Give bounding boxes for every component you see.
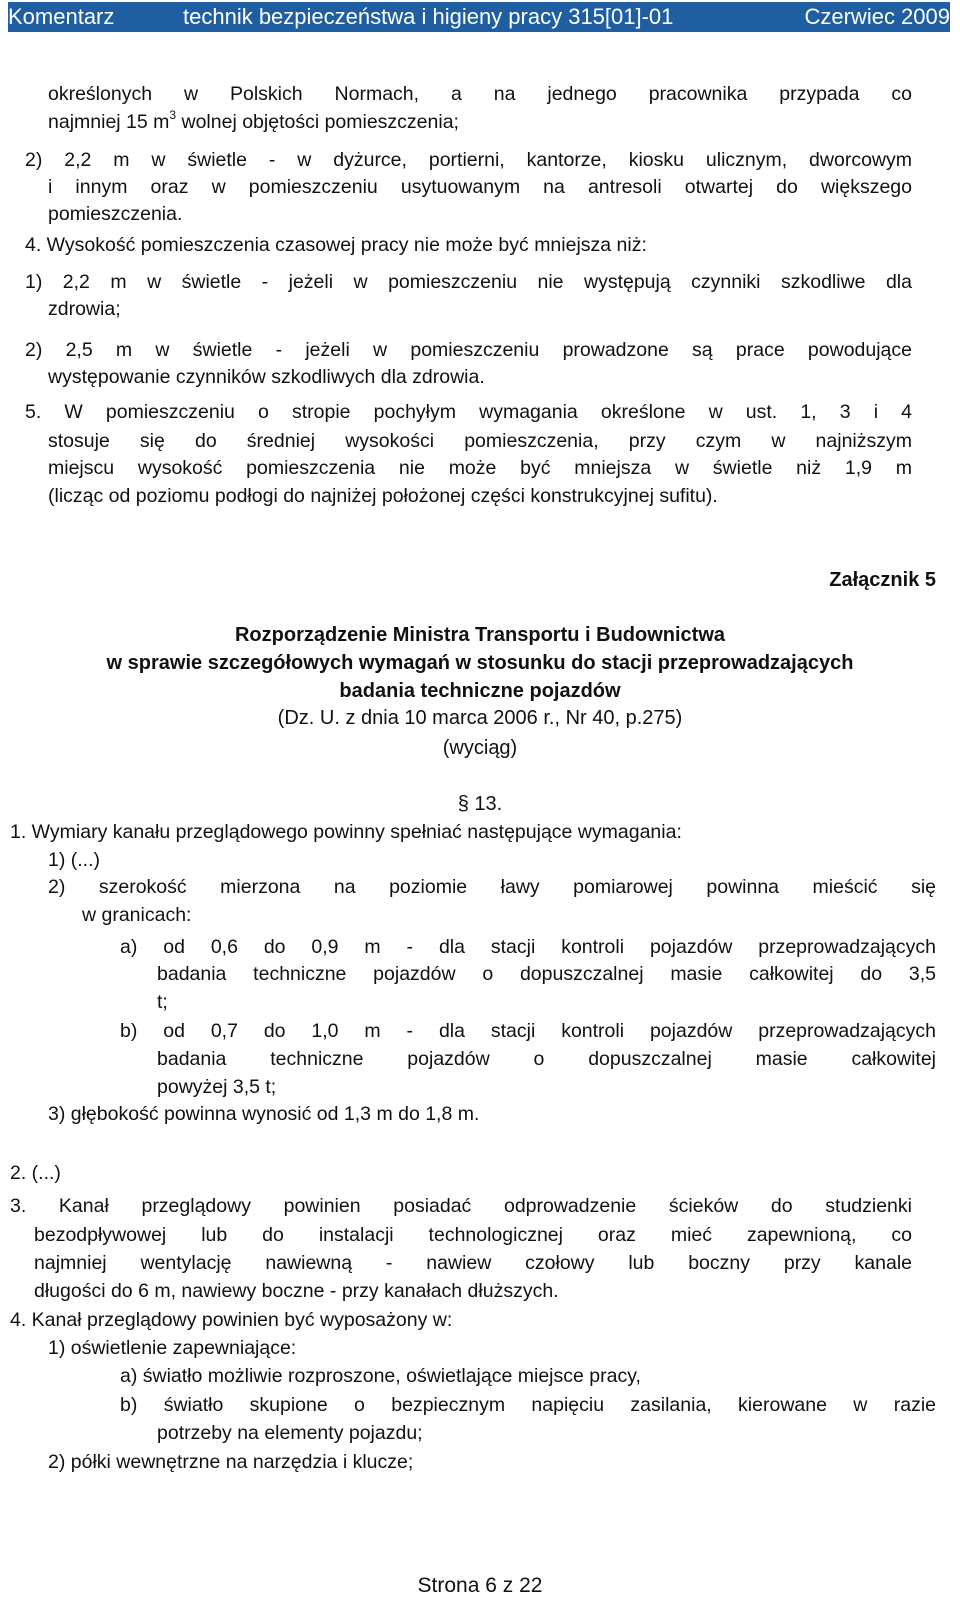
- item-1-2-line-1: 2) szerokość mierzona na poziomie ławy pomiarowej powinna mieścić się: [48, 876, 936, 898]
- top-line-2b: wolnej objętości pomieszczenia;: [176, 111, 459, 133]
- section-number: § 13.: [457, 793, 503, 815]
- item-4-1: 1) oświetlenie zapewniające:: [48, 1337, 297, 1359]
- item-1-1: 1) (...): [48, 849, 100, 871]
- top-line-2: [48, 107, 459, 134]
- item-4-1b-line-1: b) światło skupione o bezpiecznym napięciu zasilania, kierowane w razie: [120, 1394, 936, 1416]
- para-4: 4. Wysokość pomieszczenia czasowej pracy nie może być mniejsza niż:: [25, 234, 647, 256]
- item-1-2a-line-1: a) od 0,6 do 0,9 m - dla stacji kontroli pojazdów przeprowadzających: [120, 936, 936, 958]
- para-5-line-4: (licząc od poziomu podłogi do najniżej położonej części konstrukcyjnej sufitu).: [48, 485, 718, 507]
- item-1-2b-line-3: powyżej 3,5 t;: [157, 1076, 277, 1098]
- header-date-text: Czerwiec 2009: [804, 4, 950, 29]
- annex-citation: (Dz. U. z dnia 10 marca 2006 r., Nr 40, p.275): [277, 707, 683, 729]
- annex-title-line-2: w sprawie szczegółowych wymagań w stosunku do stacji przeprowadzających: [106, 652, 854, 674]
- para-2-line-1: 2) 2,2 m w świetle - w dyżurce, portierni, kantorze, kiosku ulicznym, dworcowym: [25, 149, 912, 171]
- item-1-3: 3) głębokość powinna wynosić od 1,3 m do 1,8 m.: [48, 1103, 480, 1125]
- para-4-1-line-2: zdrowia;: [48, 298, 121, 320]
- page-number: Strona 6 z 22: [417, 1574, 543, 1597]
- para-4-2-line-2: występowanie czynników szkodliwych dla zdrowia.: [48, 366, 485, 388]
- item-3-line-2: bezodpływowej lub do instalacji technologicznej oraz mieć zapewnioną, co: [34, 1224, 912, 1246]
- item-2: 2. (...): [10, 1162, 61, 1184]
- top-line-1: określonych w Polskich Normach, a na jednego pracownika przypada co: [48, 83, 912, 105]
- item-4: 4. Kanał przeglądowy powinien być wyposażony w:: [10, 1309, 453, 1331]
- annex-title-line-1: Rozporządzenie Ministra Transportu i Budownictwa: [234, 624, 726, 646]
- header-title-text: technik bezpieczeństwa i higieny pracy 315[01]-01: [183, 4, 674, 29]
- item-1-2b-line-2: badania techniczne pojazdów o dopuszczalnej masie całkowitej: [157, 1048, 936, 1070]
- item-3-line-3: najmniej wentylację nawiewną - nawiew czołowy lub boczny przy kanale: [34, 1252, 912, 1274]
- item-4-2: 2) półki wewnętrzne na narzędzia i klucze;: [48, 1451, 414, 1473]
- annex-label: Załącznik 5: [829, 569, 936, 591]
- para-2-line-2: i innym oraz w pomieszczeniu usytuowanym na antresoli otwartej do większego: [48, 176, 912, 198]
- item-4-1a: a) światło możliwie rozproszone, oświetlające miejsce pracy,: [120, 1365, 641, 1387]
- para-5-line-1: 5. W pomieszczeniu o stropie pochyłym wymagania określone w ust. 1, 3 i 4: [25, 401, 912, 423]
- item-1-2b-line-1: b) od 0,7 do 1,0 m - dla stacji kontroli pojazdów przeprowadzających: [120, 1020, 936, 1042]
- item-4-1b-line-2: potrzeby na elementy pojazdu;: [157, 1422, 423, 1444]
- item-3-line-1: 3. Kanał przeglądowy powinien posiadać odprowadzenie ścieków do studzienki: [10, 1195, 912, 1217]
- header-left-text: Komentarz: [8, 4, 115, 29]
- item-3-line-4: długości do 6 m, nawiewy boczne - przy kanałach dłuższych.: [34, 1280, 559, 1302]
- item-1-2a-line-3: t;: [157, 991, 168, 1013]
- para-4-1-line-1: 1) 2,2 m w świetle - jeżeli w pomieszczeniu nie występują czynniki szkodliwe dla: [25, 271, 912, 293]
- para-4-2-line-1: 2) 2,5 m w świetle - jeżeli w pomieszczeniu prowadzone są prace powodujące: [25, 339, 912, 361]
- item-1-2-line-2: w granicach:: [82, 904, 192, 926]
- item-1-2a-line-2: badania techniczne pojazdów o dopuszczalnej masie całkowitej do 3,5: [157, 963, 936, 985]
- annex-title-line-3: badania techniczne pojazdów: [339, 680, 621, 702]
- superscript-3: 3: [169, 107, 177, 122]
- top-line-2a: najmniej 15 m: [48, 111, 170, 133]
- document-header: [8, 2, 950, 32]
- para-5-line-3: miejscu wysokość pomieszczenia nie może być mniejsza w świetle niż 1,9 m: [48, 457, 912, 479]
- annex-excerpt: (wyciąg): [442, 737, 518, 759]
- para-5-line-2: stosuje się do średniej wysokości pomieszczenia, przy czym w najniższym: [48, 430, 912, 452]
- item-1: 1. Wymiary kanału przeglądowego powinny spełniać następujące wymagania:: [10, 821, 682, 843]
- para-2-line-3: pomieszczenia.: [48, 203, 183, 225]
